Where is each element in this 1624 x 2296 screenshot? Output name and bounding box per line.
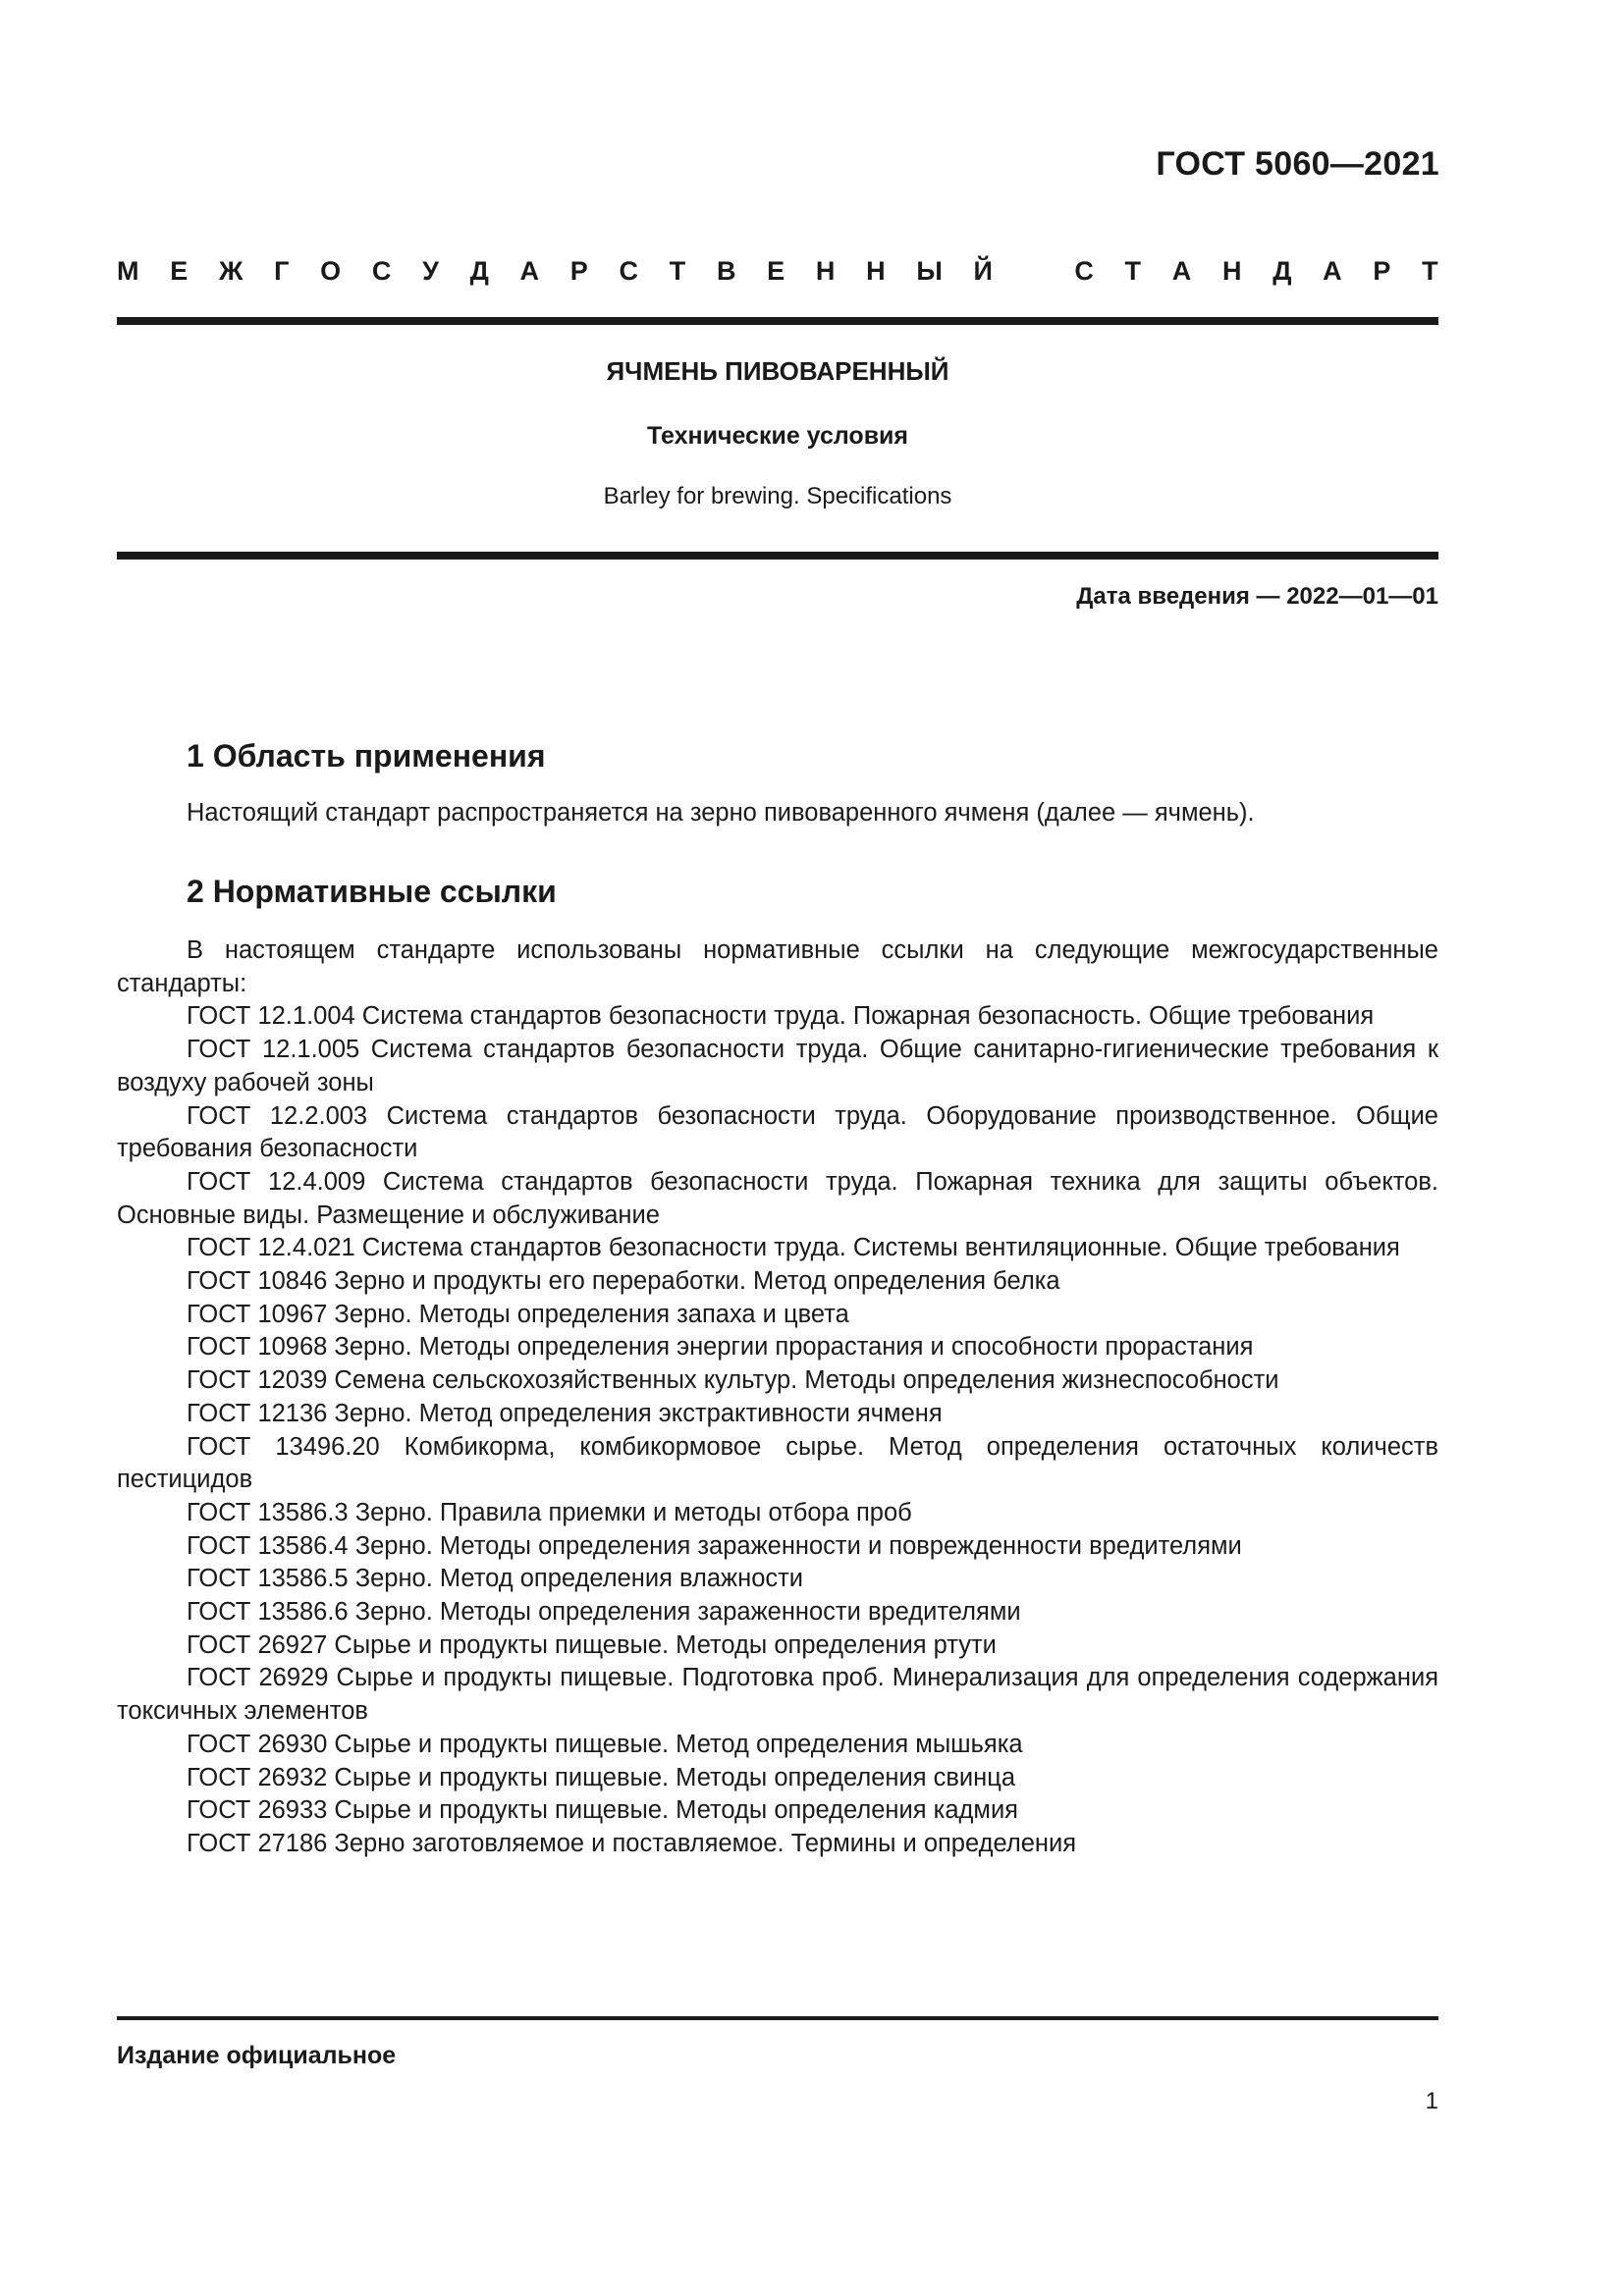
document-title: ЯЧМЕНЬ ПИВОВАРЕННЫЙ [606,356,949,386]
reference-item: ГОСТ 12.1.004 Система стандартов безопасности труда. Пожарная безопасность. Общие требования [187,1002,1375,1031]
reference-item: ГОСТ 13586.3 Зерно. Правила приемки и методы отбора проб [187,1498,912,1526]
section-2-heading: 2 Нормативные ссылки [187,874,557,909]
english-title: Barley for brewing. Specifications [603,483,952,509]
reference-item: ГОСТ 26933 Сырье и продукты пищевые. Методы определения кадмия [187,1796,1018,1825]
title-divider [117,552,1438,560]
reference-item: ГОСТ 13496.20 Комбикорма, комбикормовое сырье. Метод определения остаточных количеств пестицидов [117,1432,1438,1494]
reference-item: ГОСТ 27186 Зерно заготовляемое и поставляемое. Термины и определения [187,1829,1077,1857]
banner-letter: С [619,255,638,286]
banner-letter: А [1323,255,1342,286]
reference-item: ГОСТ 12039 Семена сельскохозяйственных культур. Методы определения жизнеспособности [187,1366,1279,1395]
top-divider [117,317,1438,325]
banner-letter: С [371,255,392,286]
reference-item: ГОСТ 26927 Сырье и продукты пищевые. Методы определения ртути [187,1630,997,1659]
reference-item: ГОСТ 13586.4 Зерно. Методы определения зараженности и поврежденности вредителями [187,1531,1242,1560]
banner-letter: А [519,255,540,286]
banner-letter: Т [1124,255,1142,286]
banner-letter: Д [1272,255,1292,286]
reference-item: ГОСТ 10967 Зерно. Методы определения запаха и цвета [187,1300,849,1328]
reference-item: ГОСТ 26930 Сырье и продукты пищевые. Метод определения мышьяка [187,1730,1023,1758]
section-1-text: Настоящий стандарт распространяется на зерно пивоваренного ячменя (далее — ячмень). [187,799,1255,827]
banner-letter: Р [1373,255,1391,286]
banner-letter: Ы [916,255,943,286]
document-number: ГОСТ 5060—2021 [1156,145,1439,183]
reference-item: ГОСТ 12.1.005 Система стандартов безопасности труда. Общие санитарно-гигиенические требования к воздуху рабочей зоны [117,1036,1438,1096]
footer-divider [117,2016,1438,2020]
banner-letter: У [422,255,439,286]
banner-letter: Й [973,255,993,286]
banner-letter: Е [767,255,785,286]
banner-letter: М [117,255,139,286]
reference-item: ГОСТ 26929 Сырье и продукты пищевые. Подготовка проб. Минерализация для определения содержания токсичных элементов [117,1664,1438,1726]
banner-letter: В [716,255,736,286]
reference-item: ГОСТ 26932 Сырье и продукты пищевые. Методы определения свинца [187,1763,1016,1791]
standard-type-banner [117,253,1438,289]
banner-letter: Р [569,255,588,286]
banner-letter: Г [274,255,290,286]
reference-item: ГОСТ 10968 Зерно. Методы определения энергии прорастания и способности прорастания [187,1333,1254,1362]
banner-letter: А [1171,255,1192,286]
reference-item: ГОСТ 12.4.021 Система стандартов безопасности труда. Системы вентиляционные. Общие требования [187,1234,1400,1262]
banner-letter: О [320,255,342,286]
document-subtitle: Технические условия [646,422,909,450]
banner-letter: Т [1422,255,1438,286]
reference-item: ГОСТ 10846 Зерно и продукты его переработки. Метод определения белка [187,1267,1060,1296]
section-1-heading: 1 Область применения [187,738,546,774]
banner-letter: С [1074,255,1094,286]
banner-letter: Т [669,255,686,286]
banner-letter: Н [815,255,836,286]
reference-item: ГОСТ 12.4.009 Система стандартов безопасности труда. Пожарная техника для защиты объектов. Основные виды. Размещение и обслуживание [117,1167,1438,1229]
official-edition-label: Издание официальное [117,2042,397,2069]
references-intro: В настоящем стандарте использованы нормативные ссылки на следующие межгосударственные стандарты: [117,936,1438,997]
banner-letter: Е [170,255,189,286]
banner-letter: Ж [218,255,244,286]
banner-letter: Н [866,255,886,286]
section-2-body [117,934,1438,1861]
reference-item: ГОСТ 13586.5 Зерно. Метод определения влажности [187,1565,804,1593]
banner-letter: Д [469,255,489,286]
reference-item: ГОСТ 13586.6 Зерно. Методы определения зараженности вредителями [187,1598,1021,1627]
reference-item: ГОСТ 12136 Зерно. Метод определения экстрактивности ячменя [187,1399,943,1427]
introduction-date: Дата введения — 2022—01—01 [1076,583,1438,610]
page-number: 1 [1425,2088,1438,2114]
banner-letter: Н [1221,255,1242,286]
reference-item: ГОСТ 12.2.003 Система стандартов безопасности труда. Оборудование производственное. Общие требования безопасности [117,1101,1438,1163]
